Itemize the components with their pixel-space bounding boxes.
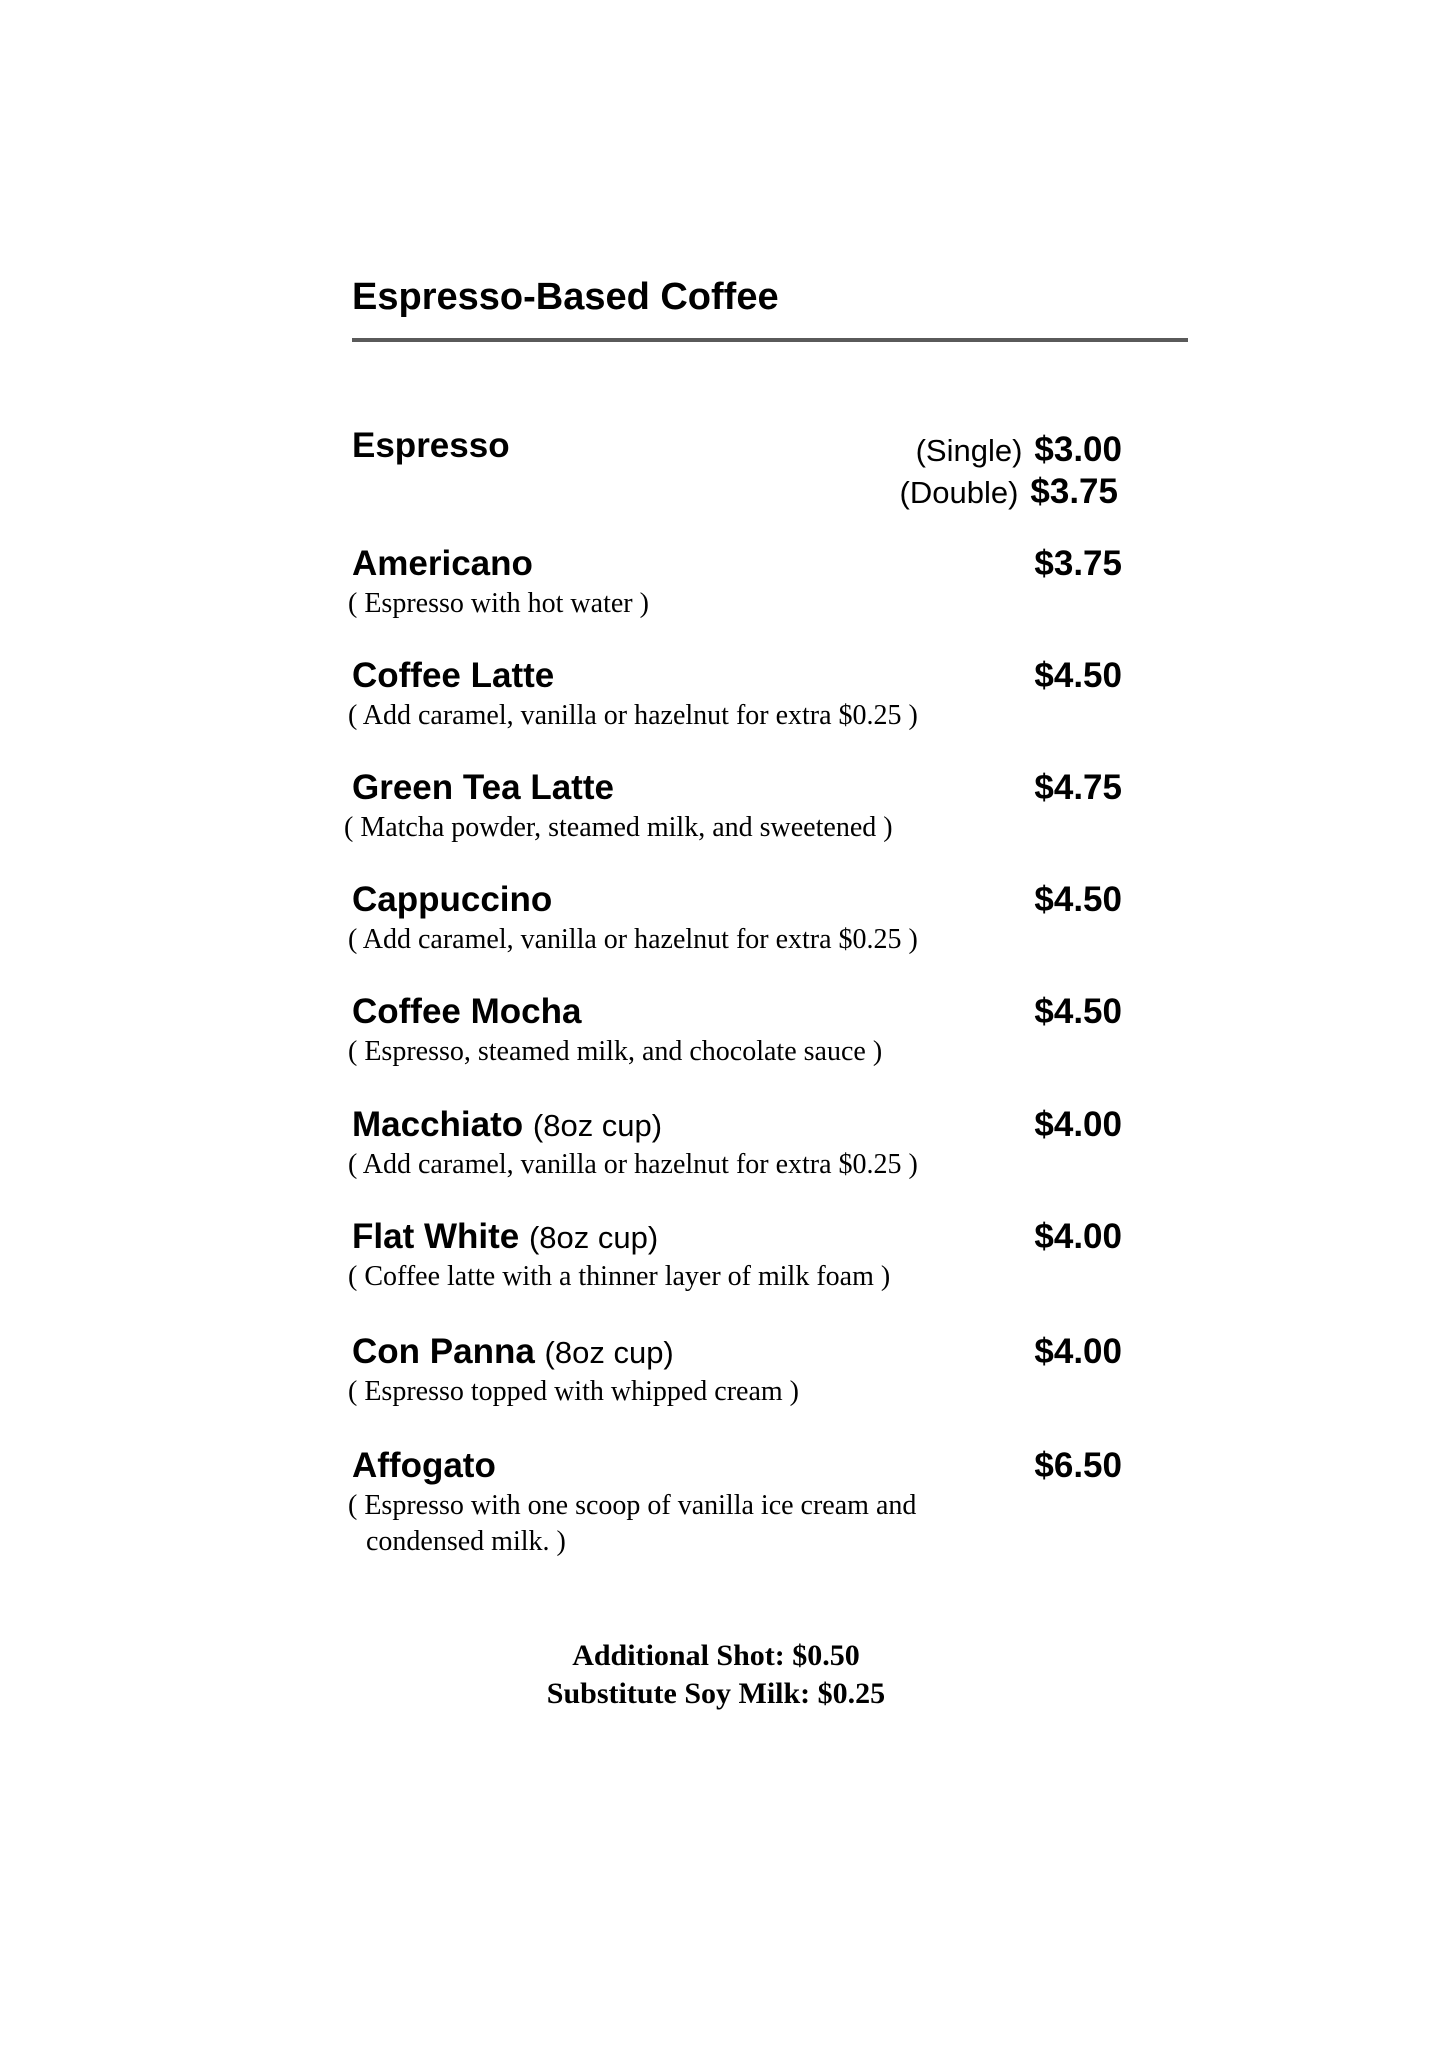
menu-item-espresso [352, 426, 1122, 511]
espresso-option-single [916, 430, 1122, 470]
menu-item-flat-white [348, 1217, 1122, 1295]
option-label: (Single) [915, 433, 1023, 468]
item-description: ( Add caramel, vanilla or hazelnut for extra $0.25 ) [348, 700, 918, 731]
item-price: $4.50 [1034, 880, 1122, 919]
menu-item-americano [348, 544, 1122, 622]
menu-item-coffee-latte [348, 656, 1122, 734]
title-divider [352, 338, 1188, 342]
item-size: (8oz cup) [532, 1108, 663, 1143]
soy-milk-note: Substitute Soy Milk: $0.25 [546, 1677, 886, 1710]
item-name: Americano [352, 544, 533, 583]
item-name: Green Tea Latte [352, 768, 614, 807]
item-name: Espresso [352, 426, 510, 465]
item-size: (8oz cup) [544, 1335, 674, 1370]
item-name: Coffee Latte [352, 656, 555, 695]
option-price: $3.75 [1030, 472, 1118, 511]
item-name: Flat White (8oz cup) [352, 1217, 659, 1256]
item-name: Con Panna (8oz cup) [352, 1332, 674, 1371]
item-description: ( Coffee latte with a thinner layer of milk foam ) [348, 1261, 891, 1292]
item-price: $4.00 [1034, 1332, 1122, 1371]
item-name: Affogato [352, 1446, 496, 1485]
menu-item-affogato [348, 1446, 1122, 1560]
option-price: $3.00 [1034, 430, 1122, 469]
menu-item-con-panna [348, 1332, 1122, 1410]
item-price: $4.50 [1034, 992, 1122, 1031]
menu-item-cappuccino [348, 880, 1122, 958]
menu-item-macchiato [348, 1105, 1122, 1183]
item-description: ( Matcha powder, steamed milk, and sweetened ) [344, 812, 893, 843]
section-title: Espresso-Based Coffee [352, 276, 779, 318]
item-description: ( Espresso, steamed milk, and chocolate sauce ) [348, 1036, 883, 1067]
item-description: ( Add caramel, vanilla or hazelnut for extra $0.25 ) [348, 924, 918, 955]
item-price: $6.50 [1034, 1446, 1122, 1485]
menu-item-green-tea-latte [344, 768, 1122, 846]
item-price: $4.00 [1034, 1217, 1122, 1256]
item-price: $3.75 [1034, 544, 1122, 583]
item-name: Coffee Mocha [352, 992, 582, 1031]
item-price: $4.00 [1034, 1105, 1122, 1144]
item-description: ( Espresso with one scoop of vanilla ice cream and condensed milk. ) [348, 1490, 917, 1557]
item-price: $4.75 [1034, 768, 1122, 807]
item-description: ( Espresso topped with whipped cream ) [348, 1376, 799, 1407]
item-name: Cappuccino [352, 880, 553, 919]
menu-item-coffee-mocha [348, 992, 1122, 1070]
option-label: (Double) [899, 475, 1019, 510]
extras-note [0, 1637, 1448, 1713]
espresso-option-double [900, 472, 1118, 512]
item-price: $4.50 [1034, 656, 1122, 695]
item-description: ( Espresso with hot water ) [348, 588, 649, 619]
item-name: Macchiato (8oz cup) [352, 1105, 663, 1144]
item-size: (8oz cup) [528, 1220, 659, 1255]
item-description: ( Add caramel, vanilla or hazelnut for extra $0.25 ) [348, 1149, 918, 1180]
additional-shot-note: Additional Shot: $0.50 [572, 1639, 860, 1672]
